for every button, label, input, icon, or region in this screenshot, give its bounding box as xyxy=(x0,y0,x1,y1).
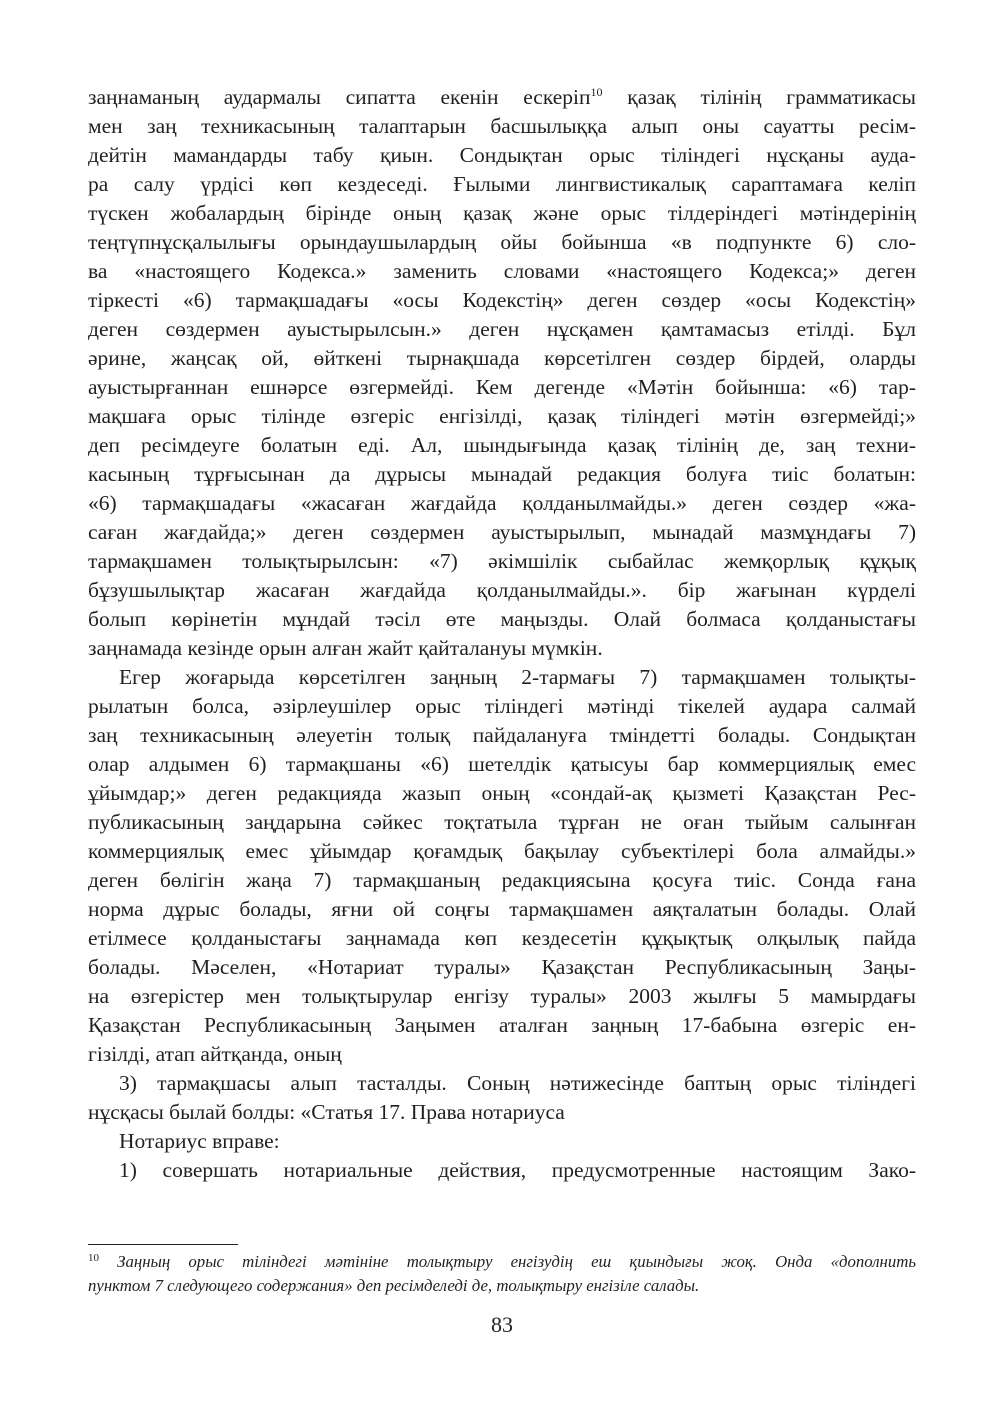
footnote-text: Заңның орыс тіліндегі мәтініне толықтыру енгізудің еш қиындығы жоқ. Онда «дополнить xyxy=(99,1252,916,1271)
footnote-reference[interactable]: 10 xyxy=(590,85,603,99)
text-line xyxy=(88,83,916,112)
text-line: деген бөлігін жаңа 7) тармақшаның редакциясына қосуға тиіс. Сонда ғана xyxy=(88,868,916,892)
text-line: 3) тармақшасы алып тасталды. Соның нәтижесінде баптың орыс тіліндегі xyxy=(119,1071,916,1095)
text-line: Егер жоғарыда көрсетілген заңның 2-тармағы 7) тармақшамен толықты- xyxy=(119,665,916,689)
text-line: түскен жобалардың бірінде оның қазақ және орыс тілдеріндегі мәтіндерінің xyxy=(88,201,916,225)
text-line: публикасының заңдарына сәйкес тоқтатыла тұрған не оған тыйым салынған xyxy=(88,810,916,834)
text-line: тармақшамен толықтырылсын: «7) әкімшілік сыбайлас жемқорлық құқық xyxy=(88,549,916,573)
text-line: на өзгерістер мен толықтырулар енгізу туралы» 2003 жылғы 5 мамырдағы xyxy=(88,984,916,1008)
text-line: саған жағдайда;» деген сөздермен ауыстырылып, мынадай мазмұндағы 7) xyxy=(88,520,916,544)
text-line: Қазақстан Республикасының Заңымен аталған заңның 17-бабына өзгеріс ен- xyxy=(88,1013,916,1037)
body-text xyxy=(88,83,916,1185)
text-line: касының тұрғысынан да дұрысы мынадай редакция болуға тиіс болатын: xyxy=(88,462,916,486)
text-line: деген сөздермен ауыстырылсын.» деген нұсқамен қамтамасыз етілді. Бұл xyxy=(88,317,916,341)
text-line: ва «настоящего Кодекса.» заменить словами «настоящего Кодекса;» деген xyxy=(88,259,916,283)
text-line: етілмесе қолданыстағы заңнамада көп кездесетін құқықтық олқылық пайда xyxy=(88,926,916,950)
text-line: олар алдымен 6) тармақшаны «6) шетелдік қатысуы бар коммерциялық емес xyxy=(88,752,916,776)
text-line: ра салу үрдісі көп кездеседі. Ғылыми лингвистикалық сараптамаға келіп xyxy=(88,172,916,196)
text-segment: қазақ тілінің грамматикасы xyxy=(602,85,916,109)
text-line: гізілді, атап айтқанда, оның xyxy=(88,1042,342,1066)
text-line: болып көрінетін мұндай тәсіл өте маңызды. Олай болмаса қолданыстағы xyxy=(88,607,916,631)
text-line: деп ресімдеуге болатын еді. Ал, шындығында қазақ тілінің де, заң техни- xyxy=(88,433,916,457)
text-line: заңнамада кезінде орын алған жайт қайталануы мүмкін. xyxy=(88,636,603,660)
footnote-line: пунктом 7 следующего содержания» деп ресімделеді де, толықтыру енгізіле салады. xyxy=(88,1276,700,1295)
text-segment: заңнаманың аудармалы сипатта екенін ескеріп xyxy=(88,85,591,109)
text-line: ұйымдар;» деген редакцияда жазып оның «сондай-ақ қызметі Қазақстан Рес- xyxy=(88,781,916,805)
text-line: теңтүпнұсқалылығы орындаушылардың ойы бойынша «в подпункте 6) сло- xyxy=(88,230,916,254)
text-line: коммерциялық емес ұйымдар қоғамдық бақылау субъектілері бола алмайды.» xyxy=(88,839,916,863)
text-line: мен заң техникасының талаптарын басшылыққа алып оны сауатты ресім- xyxy=(88,114,916,138)
text-line: 1) совершать нотариальные действия, предусмотренные настоящим Зако- xyxy=(119,1158,916,1182)
text-line: рылатын болса, әзірлеушілер орыс тіліндегі мәтінді тікелей аудара салмай xyxy=(88,694,916,718)
footnote xyxy=(88,1250,916,1298)
text-line: әрине, жаңсақ ой, өйткені тырнақшада көрсетілген сөздер бірдей, оларды xyxy=(88,346,916,370)
page-number: 83 xyxy=(491,1312,513,1337)
text-line: бұзушылықтар жасаған жағдайда қолданылмайды.». бір жағынан күрделі xyxy=(88,578,916,602)
text-line: Нотариус вправе: xyxy=(119,1129,280,1153)
text-line: нұсқасы былай болды: «Статья 17. Права нотариуса xyxy=(88,1100,565,1124)
text-line: болады. Мәселен, «Нотариат туралы» Қазақстан Республикасының Заңы- xyxy=(88,955,916,979)
text-line: мақшаға орыс тілінде өзгеріс енгізілді, қазақ тіліндегі мәтін өзгермейді;» xyxy=(88,404,916,428)
text-line: норма дұрыс болады, яғни ой соңғы тармақшамен аяқталатын болады. Олай xyxy=(88,897,916,921)
text-line: дейтін мамандарды табу қиын. Сондықтан орыс тіліндегі нұсқаны ауда- xyxy=(88,143,916,167)
text-line: тіркесті «6) тармақшадағы «осы Кодекстің» деген сөздер «осы Кодекстің» xyxy=(88,288,916,312)
text-line: «6) тармақшадағы «жасаған жағдайда қолданылмайды.» деген сөздер «жа- xyxy=(88,491,916,515)
text-line: ауыстырғаннан ешнәрсе өзгермейді. Кем дегенде «Мәтін бойынша: «6) тар- xyxy=(88,375,916,399)
footnote-divider xyxy=(88,1244,238,1245)
text-line: заң техникасының әлеуетін толық пайдалануға тміндетті болады. Сондықтан xyxy=(88,723,916,747)
footnote-marker: 10 xyxy=(88,1252,99,1264)
footnote-line xyxy=(88,1250,916,1274)
